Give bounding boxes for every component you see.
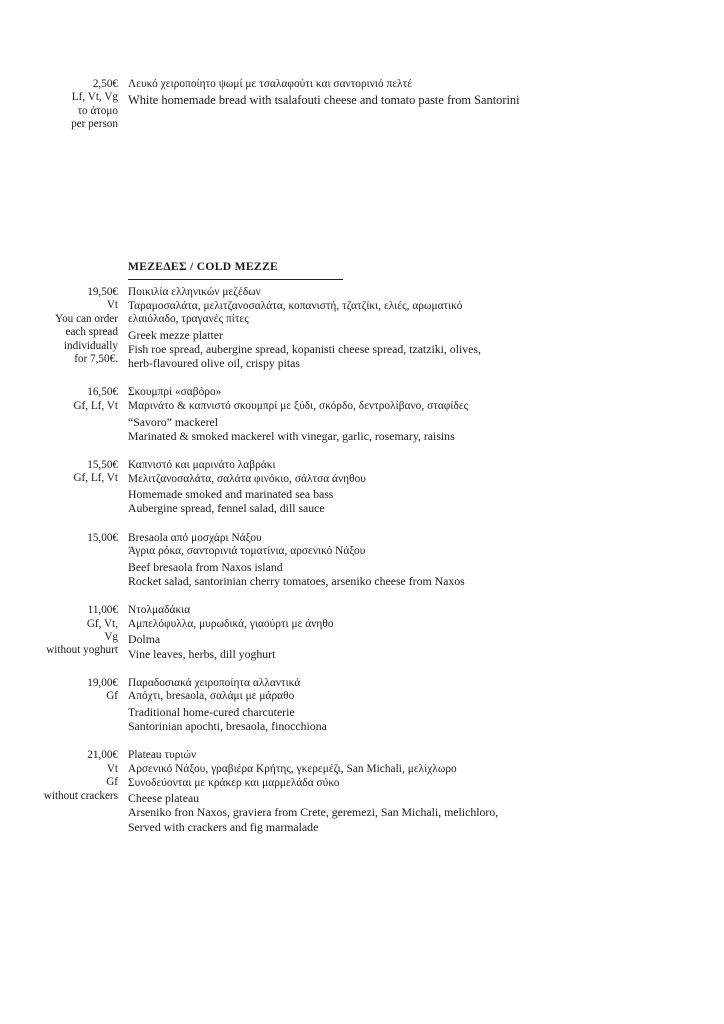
english-line: White homemade bread with tsalafouti cheese and tomato paste from Santorini bbox=[128, 92, 520, 107]
english-line: “Savoro” mackerel bbox=[128, 414, 219, 429]
price-line: 19,00€ bbox=[87, 676, 118, 689]
english-line: Santorinian apochti, bresaola, finocchiona bbox=[128, 719, 327, 734]
price-column bbox=[0, 386, 128, 413]
menu-item bbox=[0, 604, 700, 661]
price-line: Gf bbox=[106, 690, 118, 703]
english-line: Served with crackers and fig marmalade bbox=[128, 819, 319, 834]
english-block bbox=[128, 791, 700, 834]
price-line: each spread bbox=[65, 326, 118, 339]
english-line: Cheese plateau bbox=[128, 791, 200, 806]
greek-line: Μελιτζανοσαλάτα, σαλάτα φινόκιο, σάλτσα άνηθου bbox=[128, 472, 366, 485]
description-column bbox=[128, 532, 700, 589]
description-column bbox=[128, 677, 700, 734]
price-line: individually bbox=[63, 339, 118, 352]
greek-line: Άγρια ρόκα, σαντορινιά τοματίνια, αρσενικό Νάξου bbox=[128, 545, 366, 558]
price-line: 16,50€ bbox=[87, 386, 118, 399]
greek-line: Μαρινάτο & καπνιστό σκουμπρί με ξύδι, σκόρδο, δεντρολίβανο, σταφίδες bbox=[128, 399, 469, 412]
menu-item bbox=[0, 386, 700, 443]
description-column bbox=[128, 749, 700, 833]
english-line: Vine leaves, herbs, dill yoghurt bbox=[128, 646, 276, 661]
price-line: You can order bbox=[55, 312, 118, 325]
price-line: Lf, Vt, Vg bbox=[71, 91, 118, 104]
greek-line: Λευκό χειροποίητο ψωμί με τσαλαφούτι και σαντορινιό πελτέ bbox=[128, 78, 413, 90]
english-block bbox=[128, 560, 700, 588]
english-line: Dolma bbox=[128, 632, 161, 647]
description-column bbox=[128, 459, 700, 516]
menu-item bbox=[0, 459, 700, 516]
menu-items-list bbox=[0, 286, 700, 834]
english-line: Arseniko fron Naxos, graviera from Crete, geremezi, San Michali, melichloro, bbox=[128, 805, 499, 820]
price-line: 15,00€ bbox=[87, 531, 118, 544]
section-header-cold-mezze bbox=[0, 260, 700, 280]
greek-line: Αμπελόφυλλα, μυρωδικά, γιαούρτι με άνηθο bbox=[128, 617, 334, 630]
greek-line: Σκουμπρί «σαβόρο» bbox=[128, 386, 222, 399]
english-line: Fish roe spread, aubergine spread, kopanisti cheese spread, tzatziki, olives, bbox=[128, 341, 481, 356]
greek-line: Ταραμοσαλάτα, μελιτζανοσαλάτα, κοπανιστή, τζατζίκι, ελιές, αρωματικό bbox=[128, 299, 463, 312]
price-column bbox=[0, 677, 128, 704]
price-line: Gf, Vt, bbox=[86, 617, 118, 630]
description-column bbox=[128, 78, 700, 108]
price-line: 19,50€ bbox=[87, 286, 118, 298]
price-line: Gf, Lf, Vt bbox=[73, 472, 118, 485]
menu-item bbox=[0, 532, 700, 589]
price-line: Gf, Lf, Vt bbox=[73, 399, 118, 412]
english-line: Rocket salad, santorinian cherry tomatoes, arseniko cheese from Naxos bbox=[128, 573, 465, 588]
price-column bbox=[0, 78, 128, 132]
price-line: 2,50€ bbox=[92, 78, 118, 90]
english-line: herb-flavoured olive oil, crispy pitas bbox=[128, 356, 300, 371]
greek-line: Ντολμαδάκια bbox=[128, 604, 191, 617]
price-line: Vt bbox=[106, 299, 118, 312]
price-line: 21,00€ bbox=[87, 749, 118, 762]
section-divider bbox=[128, 279, 343, 280]
description-column bbox=[128, 604, 700, 661]
price-line: 11,00€ bbox=[87, 604, 118, 617]
greek-line: Παραδοσιακά χειροποίητα αλλαντικά bbox=[128, 676, 301, 689]
english-block bbox=[128, 415, 700, 443]
menu-item-bread bbox=[0, 78, 700, 132]
price-line: without crackers bbox=[43, 789, 118, 802]
menu-item bbox=[0, 749, 700, 833]
greek-line: Απόχτι, bresaola, σαλάμι με μάραθο bbox=[128, 690, 295, 703]
menu-item bbox=[0, 286, 700, 370]
greek-line: Αρσενικό Νάξου, γραβιέρα Κρήτης, γκερεμέζι, San Michali, μελίχλωρο bbox=[128, 762, 457, 775]
english-line: Greek mezze platter bbox=[128, 327, 223, 342]
greek-line: Συνοδεύονται με κράκερ και μαρμελάδα σύκο bbox=[128, 776, 340, 789]
section-title-wrap bbox=[128, 260, 343, 280]
english-block bbox=[128, 705, 700, 733]
description-column bbox=[128, 386, 700, 443]
greek-line: Καπνιστό και μαρινάτο λαβράκι bbox=[128, 458, 276, 471]
greek-line: Plateau τυριών bbox=[128, 749, 197, 762]
greek-line: Ποικιλία ελληνικών μεζέδων bbox=[128, 286, 261, 298]
price-column bbox=[0, 459, 128, 486]
english-line: Aubergine spread, fennel salad, dill sauce bbox=[128, 501, 325, 516]
price-line: 15,50€ bbox=[87, 458, 118, 471]
english-line: Beef bresaola from Naxos island bbox=[128, 559, 283, 574]
price-column bbox=[0, 286, 128, 366]
price-line: Gf bbox=[106, 776, 118, 789]
price-column bbox=[0, 749, 128, 803]
english-block bbox=[128, 632, 700, 660]
layout-spacer bbox=[0, 260, 128, 280]
description-column bbox=[128, 286, 700, 370]
greek-line: Bresaola από μοσχάρι Νάξου bbox=[128, 531, 262, 544]
menu-item bbox=[0, 677, 700, 734]
english-block bbox=[128, 487, 700, 515]
english-block bbox=[128, 93, 700, 108]
price-column bbox=[0, 604, 128, 658]
price-line: Vg bbox=[104, 630, 118, 643]
price-line: Vt bbox=[106, 762, 118, 775]
section-title: ΜΕΖΕΔΕΣ / COLD MEZZE bbox=[128, 260, 279, 273]
english-line: Marinated & smoked mackerel with vinegar, garlic, rosemary, raisins bbox=[128, 428, 455, 443]
price-line: for 7,50€. bbox=[74, 353, 118, 366]
english-block bbox=[128, 328, 700, 371]
price-line: το άτομο bbox=[77, 104, 118, 117]
price-column bbox=[0, 532, 128, 545]
english-line: Traditional home-cured charcuterie bbox=[128, 704, 295, 719]
price-line: per person bbox=[71, 118, 118, 131]
english-line: Homemade smoked and marinated sea bass bbox=[128, 487, 334, 502]
price-line: without yoghurt bbox=[46, 644, 118, 657]
greek-line: ελαιόλαδο, τραγανές πίτες bbox=[128, 313, 249, 326]
